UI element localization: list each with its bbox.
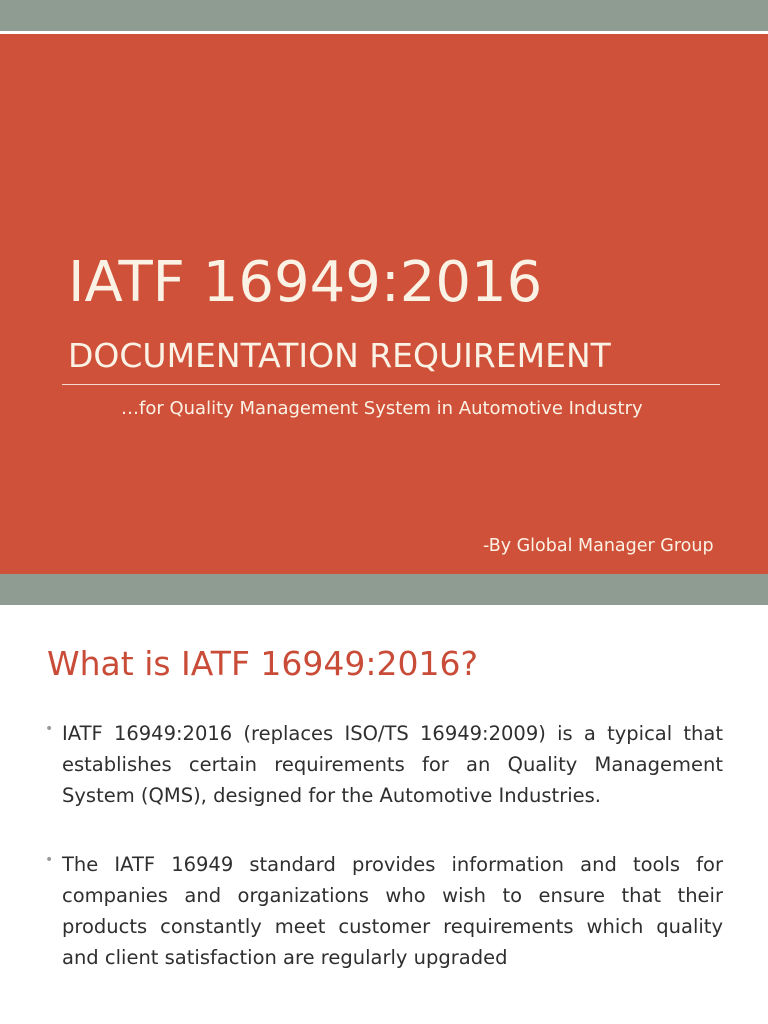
- slide-subtitle: DOCUMENTATION REQUIREMENT: [68, 336, 611, 375]
- bullet-list: [47, 718, 723, 973]
- bullet-item: [47, 849, 723, 973]
- section-heading: What is IATF 16949:2016?: [47, 644, 479, 683]
- bullet-text: The IATF 16949 standard provides information and tools for companies and organizations who wish to ensure that their products constantly meet customer requirements which quality and client satisfaction are regularly upgraded: [62, 853, 723, 969]
- top-divider-line: [0, 31, 768, 34]
- title-underline: [62, 384, 720, 385]
- bullet-icon: •: [45, 721, 54, 737]
- bullet-text: IATF 16949:2016 (replaces ISO/TS 16949:2009) is a typical that establishes certain requirements for an Quality Management System (QMS), designed for the Automotive Industries.: [62, 722, 723, 807]
- author-byline: -By Global Manager Group: [483, 536, 714, 556]
- slide-title: IATF 16949:2016: [68, 250, 543, 315]
- bullet-icon: •: [45, 852, 54, 868]
- slide-tagline: …for Quality Management System in Automotive Industry: [121, 398, 643, 419]
- bullet-item: [47, 718, 723, 811]
